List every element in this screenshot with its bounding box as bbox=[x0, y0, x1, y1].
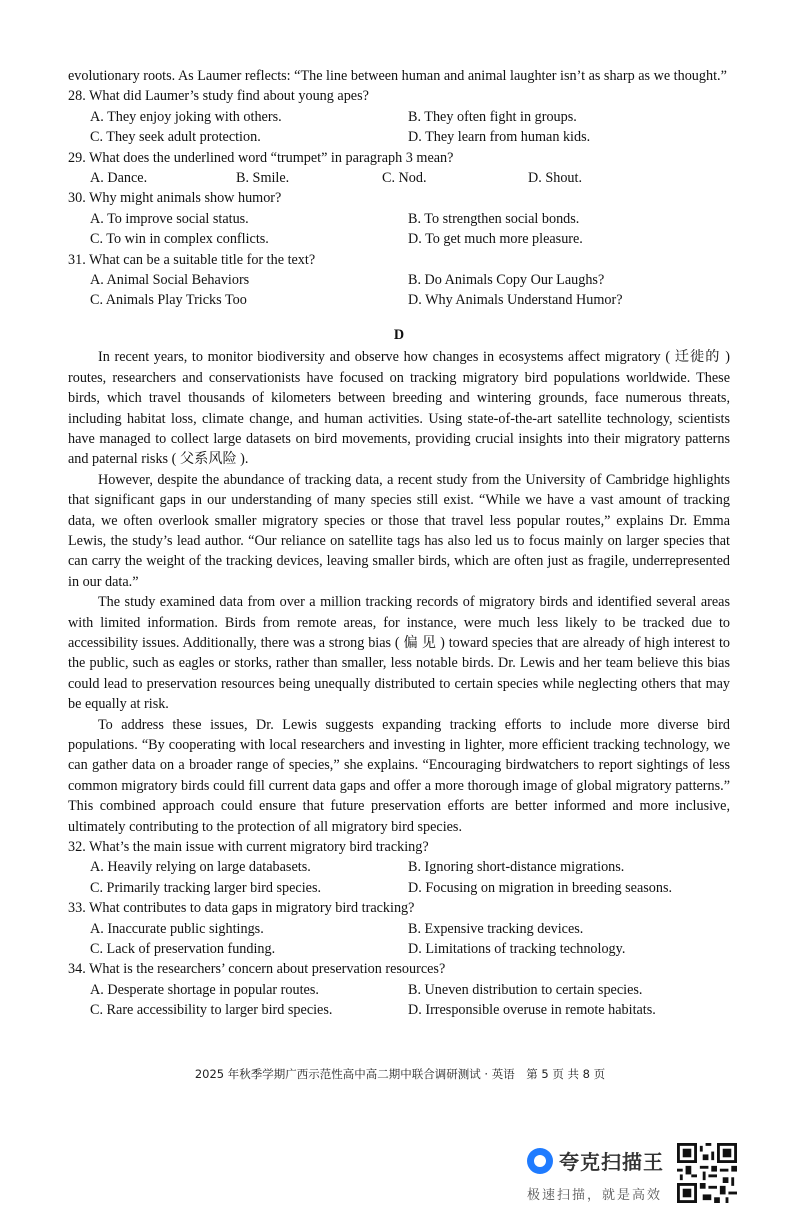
option-c: C. To win in complex conflicts. bbox=[90, 231, 269, 248]
passage-d-paragraph-2: However, despite the abundance of tracking data, a recent study from the University of Cambridge highlights that significant gaps in our understanding of many species still exist. “While we have a vast amount of tracking data, we often overlook smaller migratory species or those that travel less popular routes,” explains Dr. Emma Lewis, the study’s lead author. “Our reliance on satellite tags has also led us to focus mainly on larger species that can carry the weight of the tracking devices, leaving smaller birds, which are often just as fragile, underrepresented in our data.” bbox=[68, 471, 730, 590]
option-c: C. Primarily tracking larger bird species. bbox=[90, 879, 322, 896]
option-c: C. Lack of preservation funding. bbox=[90, 941, 276, 958]
option-d: D. They learn from human kids. bbox=[408, 129, 591, 146]
option-d: D. Why Animals Understand Humor? bbox=[408, 292, 623, 309]
question-30 bbox=[68, 188, 730, 249]
passage-c-ending: evolutionary roots. As Laumer reflects: “The line between human and animal laughter isn’t as sharp as we thought.” bbox=[68, 68, 727, 84]
passage-d-paragraph-3: The study examined data from over a million tracking records of migratory birds and identified several areas with limited information. Birds from remote areas, for instance, were much less likely to be tracked due to accessibility issues. Additionally, there was a strong bias ( 偏 见 ) toward species that are already of high interest to the public, such as eagles or storks, rather than smaller, less notable birds. Dr. Lewis and her team believe this bias could lead to preservation resources being unequally distributed to certain species while neglecting others that may be equally at risk. bbox=[68, 594, 730, 713]
option-d: D. To get much more pleasure. bbox=[408, 231, 583, 248]
scanner-app-name: 夸克扫描王 bbox=[559, 1150, 664, 1174]
question-stem: 31. What can be a suitable title for the text? bbox=[68, 251, 316, 268]
option-a: A. To improve social status. bbox=[90, 210, 249, 227]
option-list bbox=[68, 209, 730, 250]
question-stem: 28. What did Laumer’s study find about young apes? bbox=[68, 88, 369, 105]
page-footer: 2025 年秋季学期广西示范性高中高二期中联合调研测试 · 英语 第 5 页 共 8 页 bbox=[194, 1067, 606, 1081]
question-32 bbox=[68, 837, 730, 898]
scanner-slogan: 极速扫描，就是高效 bbox=[527, 1188, 663, 1203]
option-a: A. Animal Social Behaviors bbox=[90, 272, 250, 289]
option-b: B. Ignoring short-distance migrations. bbox=[408, 859, 625, 876]
question-33 bbox=[68, 898, 730, 959]
question-31 bbox=[68, 250, 730, 311]
question-stem: 29. What does the underlined word “trumpet” in paragraph 3 mean? bbox=[68, 149, 454, 166]
passage-d-paragraph-1: In recent years, to monitor biodiversity and observe how changes in ecosystems affect migratory ( 迁徙的 ) routes, researchers and conservationists have focused on tracking migratory bird populations worldwide. These birds, which travel thousands of kilometers between breeding and wintering grounds, face numerous threats, including habitat loss, climate change, and human activities. Using state-of-the-art satellite technology, scientists have managed to collect large datasets on bird movements, providing crucial insights into their migratory patterns and paternal risks ( 父系风险 ). bbox=[68, 349, 730, 468]
question-34 bbox=[68, 959, 730, 1020]
question-stem: 32. What’s the main issue with current migratory bird tracking? bbox=[68, 839, 429, 856]
option-c: C. Rare accessibility to larger bird species. bbox=[90, 1002, 333, 1019]
option-c: C. They seek adult protection. bbox=[90, 129, 261, 146]
option-d: D. Irresponsible overuse in remote habitats. bbox=[408, 1002, 656, 1019]
passage-d-paragraph-4: To address these issues, Dr. Lewis suggests expanding tracking efforts to include more diverse bird populations. “By cooperating with local researchers and investing in lighter, more efficient tracking technology, we can gather data on a broader range of species,” she explains. “Encouraging birdwatchers to report sightings of less common migratory birds could fill current data gaps and offer a more thorough image of global migratory patterns.” This combined approach could ensure that future preservation efforts are better informed and more inclusive, ultimately contributing to the protection of all migratory bird species. bbox=[68, 716, 730, 835]
option-list bbox=[68, 980, 730, 1021]
option-a: A. Desperate shortage in popular routes. bbox=[90, 981, 319, 998]
option-list bbox=[68, 919, 730, 960]
option-list bbox=[68, 107, 730, 148]
scanner-logo-icon bbox=[527, 1148, 553, 1174]
option-b: B. Expensive tracking devices. bbox=[408, 920, 584, 937]
question-stem: 33. What contributes to data gaps in migratory bird tracking? bbox=[68, 900, 415, 917]
question-stem: 34. What is the researchers’ concern about preservation resources? bbox=[68, 961, 446, 978]
question-stem: 30. Why might animals show humor? bbox=[68, 190, 282, 207]
option-list bbox=[68, 168, 730, 188]
exam-page bbox=[68, 66, 730, 1021]
option-d: D. Limitations of tracking technology. bbox=[408, 941, 626, 958]
option-b: B. To strengthen social bonds. bbox=[408, 210, 580, 227]
option-d: D. Focusing on migration in breeding seasons. bbox=[408, 879, 673, 896]
option-b: B. Uneven distribution to certain species. bbox=[408, 981, 643, 998]
option-a: A. Heavily relying on large databasets. bbox=[90, 859, 311, 876]
question-29 bbox=[68, 148, 730, 189]
option-list bbox=[68, 270, 730, 311]
option-b: B. Do Animals Copy Our Laughs? bbox=[408, 272, 605, 289]
option-a: A. Dance. bbox=[90, 170, 148, 187]
option-a: A. They enjoy joking with others. bbox=[90, 108, 282, 125]
option-b: B. Smile. bbox=[236, 170, 290, 187]
option-list bbox=[68, 857, 730, 898]
option-d: D. Shout. bbox=[528, 170, 582, 187]
question-28 bbox=[68, 86, 730, 147]
section-heading: D bbox=[393, 326, 405, 343]
option-a: A. Inaccurate public sightings. bbox=[90, 920, 264, 937]
option-b: B. They often fight in groups. bbox=[408, 108, 577, 125]
qr-code-icon bbox=[677, 1142, 737, 1204]
option-c: C. Nod. bbox=[382, 170, 427, 187]
option-c: C. Animals Play Tricks Too bbox=[90, 292, 247, 309]
scanner-watermark bbox=[527, 1140, 737, 1206]
